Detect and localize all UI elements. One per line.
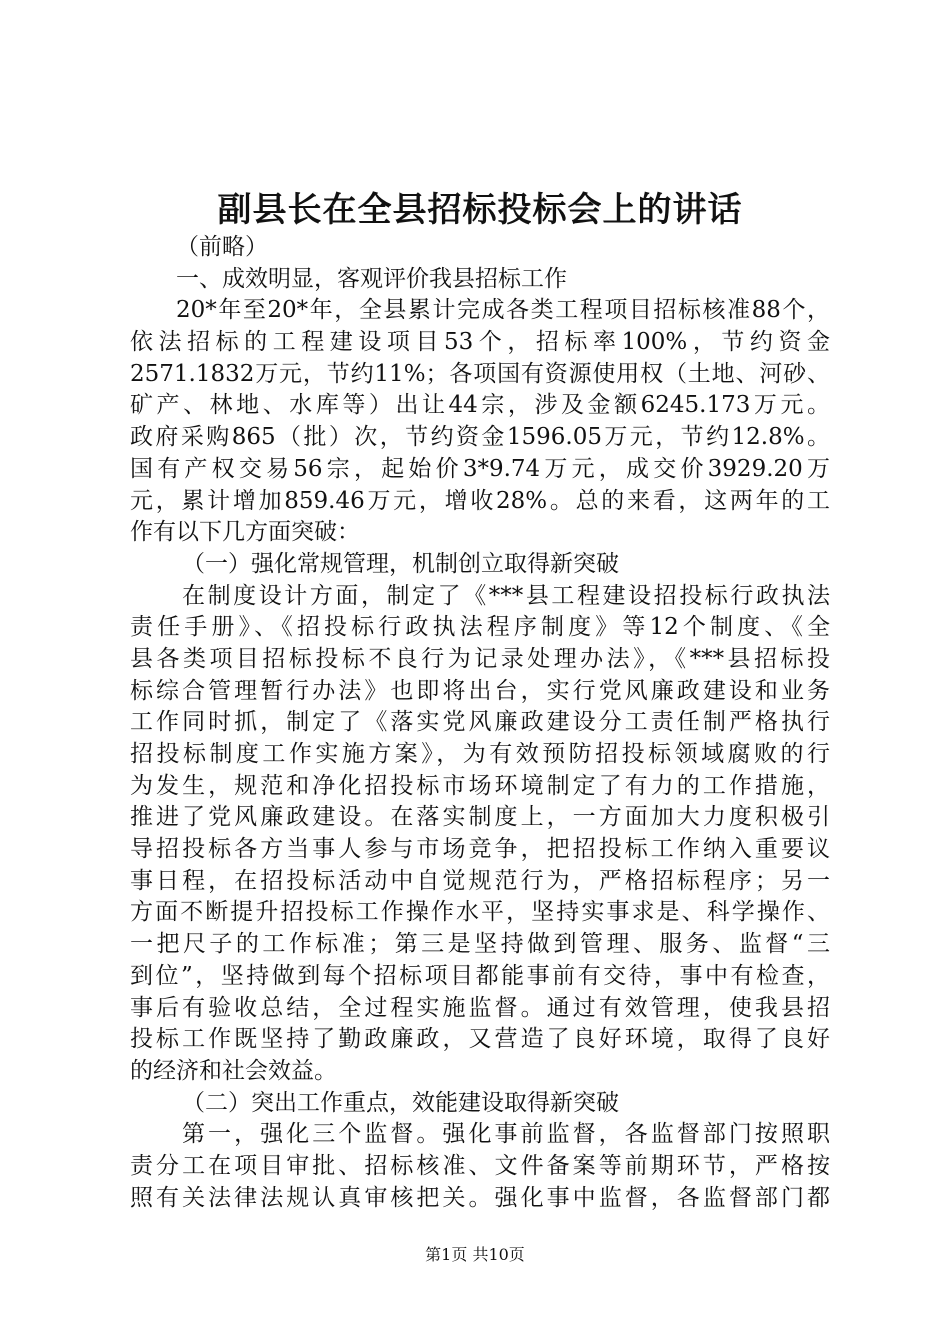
text-line: 第一，强化三个监督。强化事前监督，各监督部门按照职 [182, 1121, 830, 1148]
text-line: 矿产、林地、水库等）出让44宗，涉及金额6245.173万元。 [130, 392, 830, 419]
text-line: 招投标制度工作实施方案》，为有效预防招投标领域腐败的行 [130, 741, 830, 767]
text-line: 为发生，规范和净化招投标市场环境制定了有力的工作措施， [130, 772, 830, 799]
document-body [130, 232, 830, 1214]
text-line: 2571.1832万元，节约11%；各项国有资源使用权（土地、河砂、 [130, 360, 830, 387]
text-line: 事日程，在招投标活动中自觉规范行为，严格招标程序；另一 [130, 867, 830, 894]
subsection-heading-2: （二）突出工作重点，效能建设取得新突破 [182, 1089, 619, 1116]
subsection-heading-1: （一）强化常规管理，机制创立取得新突破 [182, 550, 619, 577]
text-line: 的经济和社会效益。 [130, 1057, 337, 1084]
text-line: 推进了党风廉政建设。在落实制度上，一方面加大力度积极引 [130, 804, 830, 831]
text-line: 元，累计增加859.46万元，增收28%。总的来看，这两年的工 [130, 487, 830, 514]
text-line: 工作同时抓，制定了《落实党风廉政建设分工责任制严格执行 [130, 709, 830, 736]
text-line: 县各类项目招标投标不良行为记录处理办法》，《***县招标投 [130, 645, 830, 672]
section-heading-1: 一、成效明显，客观评价我县招标工作 [176, 265, 567, 292]
text-line: 投标工作既坚持了勤政廉政，又营造了良好环境，取得了良好 [130, 1026, 830, 1053]
text-line: 方面不断提升招投标工作操作水平，坚持实事求是、科学操作、 [130, 899, 830, 926]
text-line: 事后有验收总结，全过程实施监督。通过有效管理，使我县招 [130, 994, 830, 1021]
text-line: 导招投标各方当事人参与市场竞争，把招投标工作纳入重要议 [130, 836, 830, 863]
text-line: 国有产权交易56宗，起始价3*9.74万元，成交价3929.20万 [130, 455, 830, 482]
text-line: 作有以下几方面突破： [130, 519, 360, 546]
text-line: 照有关法律法规认真审核把关。强化事中监督，各监督部门都 [130, 1184, 830, 1211]
text-line: 一把尺子的工作标准；第三是坚持做到管理、服务、监督“三 [130, 931, 830, 958]
page-number-footer: 第1页 共10页 [425, 1245, 525, 1264]
document-title: 副县长在全县招标投标会上的讲话 [217, 190, 743, 230]
text-line: 标综合管理暂行办法》也即将出台，实行党风廉政建设和业务 [130, 677, 830, 704]
text-line-preface: （前略） [176, 234, 268, 260]
text-line: 责分工在项目审批、招标核准、文件备案等前期环节，严格按 [130, 1152, 830, 1179]
text-line: 在制度设计方面，制定了《***县工程建设招投标行政执法 [182, 582, 830, 609]
text-line: 依法招标的工程建设项目53个，招标率100%，节约资金 [130, 329, 830, 356]
text-line: 政府采购865（批）次，节约资金1596.05万元，节约12.8%。 [130, 424, 830, 451]
text-line: 到位”，坚持做到每个招标项目都能事前有交待，事中有检查， [130, 962, 830, 989]
text-line: 责任手册》、《招投标行政执法程序制度》等12个制度、《全 [130, 614, 830, 641]
text-line: 20*年至20*年，全县累计完成各类工程项目招标核准88个， [176, 297, 830, 324]
